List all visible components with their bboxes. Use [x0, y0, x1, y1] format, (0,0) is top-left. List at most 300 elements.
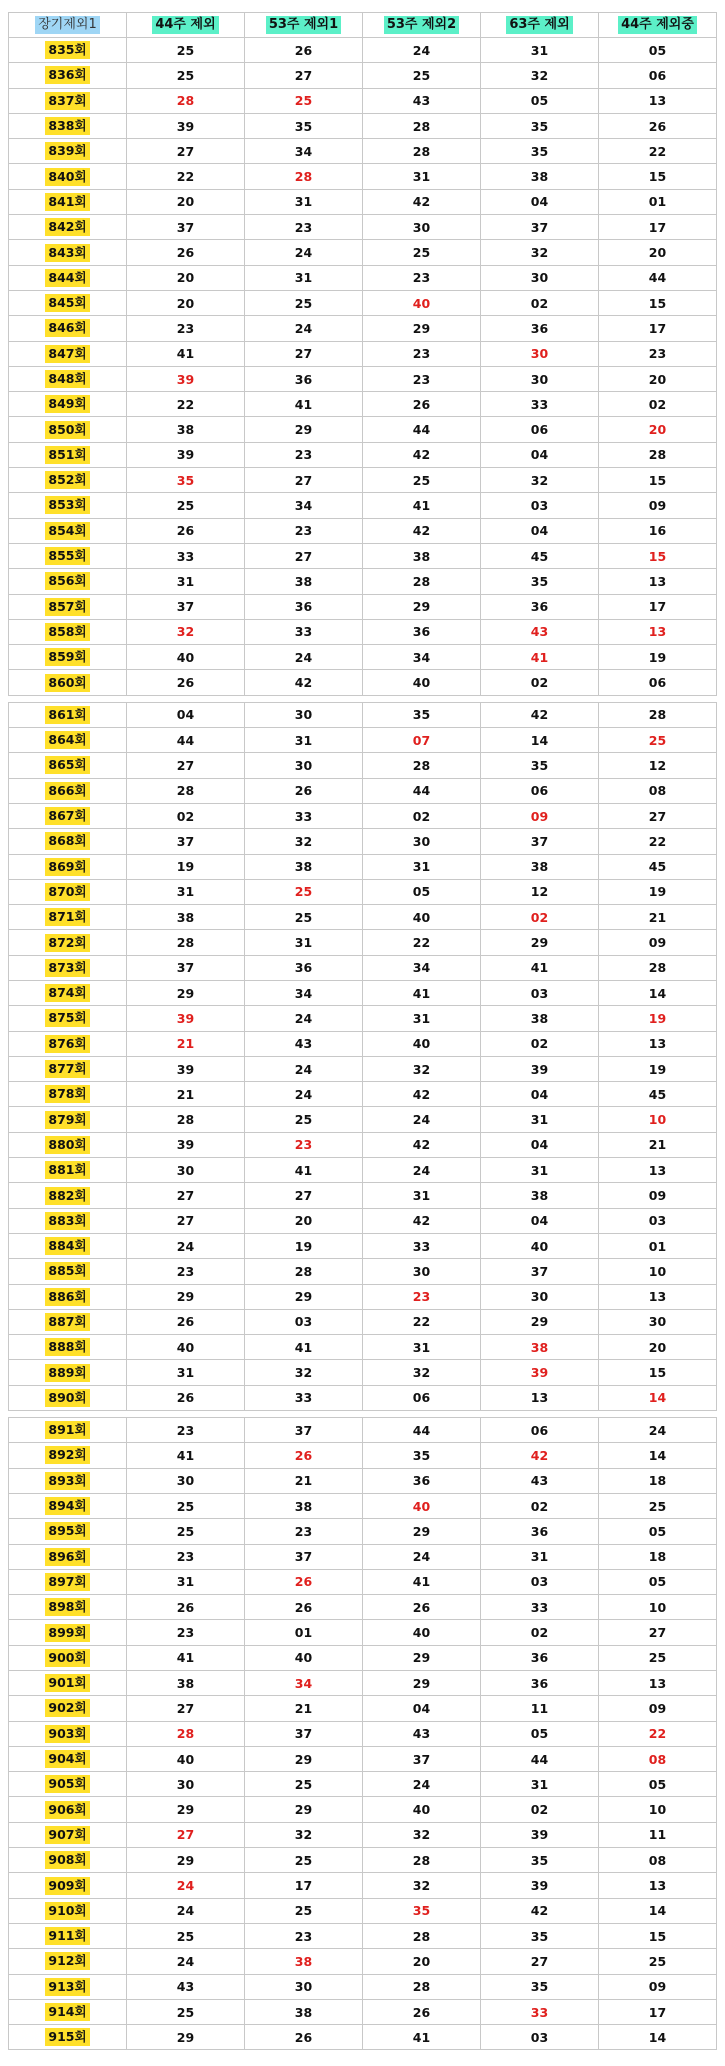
- value-cell: 32: [481, 468, 599, 493]
- round-cell: [9, 1385, 127, 1410]
- header-63week-exclusion: 63주 제외: [506, 16, 572, 34]
- value-cell: 20: [245, 1208, 363, 1233]
- table-row: [9, 1493, 717, 1518]
- table-row: [9, 1696, 717, 1721]
- value-cell: 39: [127, 1132, 245, 1157]
- value-cell: 23: [363, 265, 481, 290]
- value-cell: 35: [481, 1923, 599, 1948]
- round-label: 853회: [45, 496, 89, 514]
- value-cell: 22: [363, 930, 481, 955]
- value-cell: 35: [481, 139, 599, 164]
- value-cell: 03: [245, 1309, 363, 1334]
- round-label: 868회: [45, 832, 89, 850]
- round-cell: [9, 1158, 127, 1183]
- value-cell: 19: [599, 1056, 717, 1081]
- value-cell: 30: [127, 1468, 245, 1493]
- round-cell: [9, 1873, 127, 1898]
- value-cell: 38: [481, 854, 599, 879]
- table-row: [9, 265, 717, 290]
- value-cell: 31: [127, 1569, 245, 1594]
- value-cell: 37: [245, 1418, 363, 1443]
- value-cell: 28: [127, 778, 245, 803]
- table-row: [9, 594, 717, 619]
- value-cell: 06: [599, 63, 717, 88]
- round-label: 876회: [45, 1035, 89, 1053]
- value-cell: 06: [481, 778, 599, 803]
- value-cell: 31: [127, 1360, 245, 1385]
- round-cell: [9, 803, 127, 828]
- round-label: 866회: [45, 782, 89, 800]
- value-cell: 23: [127, 1259, 245, 1284]
- table-row: [9, 803, 717, 828]
- round-cell: [9, 1183, 127, 1208]
- value-cell: 06: [599, 670, 717, 695]
- value-cell-highlighted: 40: [363, 1493, 481, 1518]
- value-cell: 03: [481, 493, 599, 518]
- value-cell: 03: [481, 1569, 599, 1594]
- round-cell: [9, 468, 127, 493]
- value-cell: 31: [481, 1544, 599, 1569]
- table-row: [9, 1309, 717, 1334]
- table-row: [9, 1360, 717, 1385]
- value-cell: 25: [245, 1848, 363, 1873]
- value-cell: 25: [245, 1772, 363, 1797]
- value-cell: 35: [481, 113, 599, 138]
- round-label: 904회: [45, 1750, 89, 1768]
- round-label: 842회: [45, 218, 89, 236]
- round-label: 893회: [45, 1472, 89, 1490]
- value-cell: 38: [245, 1999, 363, 2024]
- value-cell: 25: [127, 63, 245, 88]
- value-cell: 13: [481, 1385, 599, 1410]
- exclusion-number-sheet: [8, 12, 716, 2058]
- value-cell: 23: [127, 316, 245, 341]
- round-cell: [9, 1082, 127, 1107]
- value-cell: 26: [127, 1595, 245, 1620]
- round-cell: [9, 518, 127, 543]
- table-row: [9, 854, 717, 879]
- value-cell: 30: [481, 265, 599, 290]
- value-cell: 44: [363, 778, 481, 803]
- round-cell: [9, 366, 127, 391]
- value-cell: 04: [481, 1208, 599, 1233]
- round-cell: [9, 854, 127, 879]
- value-cell: 26: [245, 778, 363, 803]
- value-cell: 35: [481, 1974, 599, 1999]
- round-label: 891회: [45, 1421, 89, 1439]
- value-cell: 05: [481, 1721, 599, 1746]
- value-cell: 43: [481, 1468, 599, 1493]
- value-cell: 13: [599, 1671, 717, 1696]
- table-body: [9, 38, 717, 2050]
- value-cell: 05: [599, 1772, 717, 1797]
- value-cell: 23: [127, 1418, 245, 1443]
- table-row: [9, 366, 717, 391]
- value-cell: 20: [127, 265, 245, 290]
- value-cell: 44: [127, 728, 245, 753]
- value-cell: 31: [363, 1335, 481, 1360]
- value-cell: 42: [245, 670, 363, 695]
- value-cell: 26: [127, 518, 245, 543]
- value-cell: 04: [481, 1082, 599, 1107]
- value-cell: 16: [599, 518, 717, 543]
- value-cell: 05: [599, 1519, 717, 1544]
- table-row: [9, 164, 717, 189]
- value-cell: 33: [245, 1385, 363, 1410]
- value-cell: 02: [481, 1031, 599, 1056]
- value-cell: 13: [599, 88, 717, 113]
- value-cell: 41: [363, 980, 481, 1005]
- value-cell: 39: [127, 1056, 245, 1081]
- value-cell: 19: [599, 879, 717, 904]
- value-cell: 13: [599, 1873, 717, 1898]
- value-cell: 17: [245, 1873, 363, 1898]
- value-cell: 34: [363, 645, 481, 670]
- value-cell: 36: [245, 366, 363, 391]
- value-cell: 04: [481, 1132, 599, 1157]
- value-cell: 38: [481, 1183, 599, 1208]
- round-label: 894회: [45, 1497, 89, 1515]
- value-cell: 23: [245, 442, 363, 467]
- value-cell: 34: [363, 955, 481, 980]
- value-cell: 28: [363, 1848, 481, 1873]
- value-cell: 41: [127, 1443, 245, 1468]
- table-row: [9, 417, 717, 442]
- value-cell: 24: [245, 645, 363, 670]
- value-cell: 25: [599, 1493, 717, 1518]
- value-cell: 30: [245, 702, 363, 727]
- value-cell: 33: [363, 1233, 481, 1258]
- value-cell: 25: [127, 1923, 245, 1948]
- value-cell: 23: [245, 1519, 363, 1544]
- round-cell: [9, 290, 127, 315]
- value-cell: 29: [127, 1848, 245, 1873]
- value-cell: 28: [363, 1974, 481, 1999]
- value-cell: 28: [363, 753, 481, 778]
- value-cell: 27: [245, 63, 363, 88]
- round-label: 847회: [45, 345, 89, 363]
- value-cell: 41: [481, 955, 599, 980]
- value-cell: 24: [245, 1082, 363, 1107]
- value-cell: 24: [127, 1949, 245, 1974]
- value-cell: 29: [363, 594, 481, 619]
- value-cell-highlighted: 09: [481, 803, 599, 828]
- table-row: [9, 1082, 717, 1107]
- value-cell: 31: [245, 930, 363, 955]
- value-cell-highlighted: 22: [599, 1721, 717, 1746]
- value-cell: 36: [481, 1519, 599, 1544]
- round-label: 852회: [45, 471, 89, 489]
- value-cell: 23: [245, 215, 363, 240]
- value-cell: 38: [127, 1671, 245, 1696]
- value-cell: 27: [127, 1696, 245, 1721]
- round-label: 846회: [45, 319, 89, 337]
- value-cell-highlighted: 33: [481, 1999, 599, 2024]
- value-cell: 28: [599, 442, 717, 467]
- value-cell: 09: [599, 1974, 717, 1999]
- table-row: [9, 189, 717, 214]
- round-cell: [9, 1360, 127, 1385]
- value-cell: 31: [127, 879, 245, 904]
- table-row: [9, 341, 717, 366]
- table-row: [9, 670, 717, 695]
- round-label: 908회: [45, 1851, 89, 1869]
- value-cell: 29: [481, 1309, 599, 1334]
- round-label: 888회: [45, 1338, 89, 1356]
- value-cell: 30: [127, 1158, 245, 1183]
- table-row: [9, 468, 717, 493]
- value-cell: 29: [363, 1671, 481, 1696]
- table-row: [9, 63, 717, 88]
- value-cell: 28: [127, 930, 245, 955]
- value-cell: 05: [599, 38, 717, 63]
- value-cell: 20: [599, 240, 717, 265]
- value-cell: 32: [481, 240, 599, 265]
- table-row: [9, 1746, 717, 1771]
- value-cell: 27: [245, 341, 363, 366]
- value-cell: 33: [481, 1595, 599, 1620]
- value-cell-highlighted: 32: [127, 619, 245, 644]
- round-cell: [9, 829, 127, 854]
- value-cell-highlighted: 28: [245, 164, 363, 189]
- round-label: 907회: [45, 1826, 89, 1844]
- header-44week-exclusion-mid: 44주 제외중: [618, 16, 697, 34]
- table-row: [9, 290, 717, 315]
- round-label: 901회: [45, 1674, 89, 1692]
- value-cell: 26: [245, 2025, 363, 2050]
- round-cell: [9, 1233, 127, 1258]
- value-cell-highlighted: 38: [245, 1949, 363, 1974]
- round-cell: [9, 594, 127, 619]
- value-cell: 12: [599, 753, 717, 778]
- section-divider: [9, 1411, 717, 1418]
- value-cell: 20: [599, 1335, 717, 1360]
- value-cell: 45: [481, 543, 599, 568]
- value-cell: 26: [127, 1309, 245, 1334]
- table-row: [9, 1158, 717, 1183]
- round-cell: [9, 778, 127, 803]
- round-label: 883회: [45, 1212, 89, 1230]
- table-row: [9, 1999, 717, 2024]
- value-cell: 23: [245, 518, 363, 543]
- value-cell: 25: [127, 1999, 245, 2024]
- value-cell: 15: [599, 1923, 717, 1948]
- table-row: [9, 38, 717, 63]
- value-cell: 17: [599, 316, 717, 341]
- round-cell: [9, 189, 127, 214]
- value-cell: 27: [127, 753, 245, 778]
- value-cell-highlighted: 20: [599, 417, 717, 442]
- round-cell: [9, 1056, 127, 1081]
- round-label: 899회: [45, 1624, 89, 1642]
- table-row: [9, 1620, 717, 1645]
- value-cell: 21: [245, 1468, 363, 1493]
- round-label: 903회: [45, 1725, 89, 1743]
- section-divider: [9, 695, 717, 702]
- header-53week-exclusion-1: 53주 제외1: [266, 16, 341, 34]
- value-cell: 40: [363, 1620, 481, 1645]
- value-cell-highlighted: 02: [481, 905, 599, 930]
- value-cell: 01: [245, 1620, 363, 1645]
- value-cell-highlighted: 43: [481, 619, 599, 644]
- value-cell: 32: [363, 1360, 481, 1385]
- value-cell: 27: [481, 1949, 599, 1974]
- round-label: 878회: [45, 1085, 89, 1103]
- round-label: 874회: [45, 984, 89, 1002]
- table-row: [9, 1898, 717, 1923]
- value-cell: 33: [127, 543, 245, 568]
- value-cell: 32: [481, 63, 599, 88]
- table-row: [9, 518, 717, 543]
- table-row: [9, 139, 717, 164]
- round-label: 915회: [45, 2028, 89, 2046]
- value-cell: 27: [245, 1183, 363, 1208]
- value-cell: 02: [481, 290, 599, 315]
- value-cell: 22: [363, 1309, 481, 1334]
- value-cell: 31: [481, 1107, 599, 1132]
- round-label: 861회: [45, 706, 89, 724]
- table-row: [9, 619, 717, 644]
- value-cell: 25: [363, 63, 481, 88]
- table-row: [9, 645, 717, 670]
- value-cell: 26: [363, 392, 481, 417]
- round-label: 872회: [45, 934, 89, 952]
- table-row: [9, 392, 717, 417]
- value-cell: 37: [245, 1721, 363, 1746]
- table-row: [9, 1822, 717, 1847]
- value-cell: 31: [481, 1772, 599, 1797]
- round-cell: [9, 955, 127, 980]
- table-row: [9, 1519, 717, 1544]
- value-cell-highlighted: 28: [127, 1721, 245, 1746]
- value-cell: 39: [481, 1822, 599, 1847]
- value-cell: 30: [599, 1309, 717, 1334]
- value-cell: 13: [599, 1158, 717, 1183]
- value-cell: 22: [599, 139, 717, 164]
- value-cell: 18: [599, 1468, 717, 1493]
- value-cell: 30: [245, 1974, 363, 1999]
- value-cell: 30: [363, 829, 481, 854]
- value-cell: 02: [599, 392, 717, 417]
- value-cell: 14: [599, 2025, 717, 2050]
- round-label: 859회: [45, 648, 89, 666]
- round-cell: [9, 619, 127, 644]
- table-row: [9, 1848, 717, 1873]
- round-cell: [9, 215, 127, 240]
- value-cell: 03: [481, 980, 599, 1005]
- value-cell: 23: [127, 1544, 245, 1569]
- value-cell-highlighted: 24: [127, 1873, 245, 1898]
- value-cell-highlighted: 35: [363, 1898, 481, 1923]
- round-cell: [9, 1418, 127, 1443]
- value-cell: 35: [245, 113, 363, 138]
- value-cell: 37: [127, 594, 245, 619]
- value-cell: 26: [127, 670, 245, 695]
- value-cell: 02: [481, 670, 599, 695]
- value-cell: 04: [481, 518, 599, 543]
- round-label: 871회: [45, 908, 89, 926]
- value-cell: 30: [127, 1772, 245, 1797]
- value-cell: 11: [481, 1696, 599, 1721]
- value-cell: 24: [127, 1898, 245, 1923]
- round-label: 838회: [45, 117, 89, 135]
- value-cell: 41: [245, 1158, 363, 1183]
- value-cell: 41: [363, 1569, 481, 1594]
- value-cell: 44: [481, 1746, 599, 1771]
- value-cell: 21: [599, 905, 717, 930]
- value-cell: 26: [127, 1385, 245, 1410]
- round-label: 858회: [45, 623, 89, 641]
- value-cell: 28: [127, 1107, 245, 1132]
- value-cell: 12: [481, 879, 599, 904]
- value-cell: 41: [363, 2025, 481, 2050]
- value-cell: 01: [599, 1233, 717, 1258]
- value-cell: 23: [363, 366, 481, 391]
- value-cell: 40: [363, 670, 481, 695]
- value-cell: 20: [127, 189, 245, 214]
- value-cell: 37: [481, 1259, 599, 1284]
- table-row: [9, 1132, 717, 1157]
- round-cell: [9, 113, 127, 138]
- value-cell: 28: [363, 139, 481, 164]
- table-row: [9, 1006, 717, 1031]
- value-cell: 43: [363, 1721, 481, 1746]
- value-cell: 31: [363, 1183, 481, 1208]
- table-row: [9, 1385, 717, 1410]
- value-cell: 23: [127, 1620, 245, 1645]
- round-cell: [9, 1974, 127, 1999]
- round-cell: [9, 1620, 127, 1645]
- value-cell: 25: [245, 290, 363, 315]
- value-cell: 14: [481, 728, 599, 753]
- value-cell: 15: [599, 468, 717, 493]
- value-cell: 44: [363, 417, 481, 442]
- value-cell: 36: [363, 619, 481, 644]
- round-cell: [9, 240, 127, 265]
- table-row: [9, 728, 717, 753]
- round-cell: [9, 38, 127, 63]
- round-cell: [9, 1519, 127, 1544]
- round-label: 867회: [45, 807, 89, 825]
- round-cell: [9, 265, 127, 290]
- round-label: 887회: [45, 1313, 89, 1331]
- value-cell: 29: [363, 316, 481, 341]
- value-cell: 42: [363, 442, 481, 467]
- value-cell: 37: [363, 1746, 481, 1771]
- value-cell: 36: [481, 1645, 599, 1670]
- round-label: 914회: [45, 2003, 89, 2021]
- value-cell: 42: [363, 1208, 481, 1233]
- value-cell: 42: [363, 1082, 481, 1107]
- round-label: 854회: [45, 522, 89, 540]
- value-cell: 40: [481, 1233, 599, 1258]
- value-cell: 04: [481, 442, 599, 467]
- value-cell-highlighted: 34: [245, 1671, 363, 1696]
- value-cell: 01: [599, 189, 717, 214]
- round-cell: [9, 442, 127, 467]
- value-cell-highlighted: 25: [245, 88, 363, 113]
- round-cell: [9, 1468, 127, 1493]
- round-label: 912회: [45, 1952, 89, 1970]
- value-cell: 26: [245, 1595, 363, 1620]
- table-row: [9, 2025, 717, 2050]
- value-cell: 45: [599, 1082, 717, 1107]
- value-cell-highlighted: 10: [599, 1107, 717, 1132]
- value-cell: 24: [363, 38, 481, 63]
- value-cell: 43: [127, 1974, 245, 1999]
- value-cell: 26: [363, 1999, 481, 2024]
- value-cell: 20: [599, 366, 717, 391]
